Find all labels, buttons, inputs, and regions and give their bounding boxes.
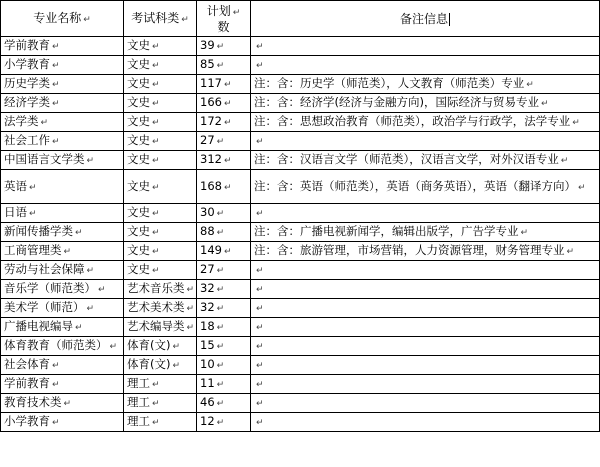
- paragraph-mark-icon: ↵: [152, 399, 160, 409]
- cell-remarks[interactable]: 注：含：经济学(经济与金融方向)，国际经济与贸易专业 ↵: [251, 94, 600, 113]
- cell-plan[interactable]: 88 ↵: [197, 223, 251, 242]
- cell-major[interactable]: 日语 ↵: [1, 204, 124, 223]
- cell-plan[interactable]: 117 ↵: [197, 75, 251, 94]
- cell-subject[interactable]: 体育(文) ↵: [124, 337, 197, 356]
- cell-remarks[interactable]: 注：含：历史学（师范类），人文教育（师范类）专业 ↵: [251, 75, 600, 94]
- paragraph-mark-icon: ↵: [152, 380, 160, 390]
- paragraph-mark-icon: ↵: [86, 266, 95, 276]
- cell-plan[interactable]: 149 ↵: [197, 242, 251, 261]
- cell-subject[interactable]: 艺术美术类 ↵: [124, 299, 197, 318]
- cell-remarks[interactable]: [251, 204, 600, 223]
- table-body: [1, 37, 600, 432]
- cell-plan[interactable]: 168 ↵: [197, 170, 251, 204]
- cell-subject[interactable]: 文史 ↵: [124, 113, 197, 132]
- cell-remarks[interactable]: [251, 56, 600, 75]
- cell-major[interactable]: 新闻传播学类 ↵: [1, 223, 124, 242]
- table-row: [1, 299, 600, 318]
- table-row: [1, 204, 600, 223]
- paragraph-mark-icon: ↵: [75, 228, 83, 238]
- cell-remarks[interactable]: 注：含：汉语言文学（师范类），汉语言文学，对外汉语专业 ↵: [251, 151, 600, 170]
- cell-subject[interactable]: 理工 ↵: [124, 394, 197, 413]
- paragraph-mark-icon: ↵: [256, 361, 264, 371]
- paragraph-mark-icon: ↵: [52, 418, 60, 428]
- cell-subject[interactable]: 文史 ↵: [124, 94, 197, 113]
- paragraph-mark-icon: ↵: [216, 399, 225, 409]
- cell-remarks[interactable]: [251, 375, 600, 394]
- paragraph-mark-icon: ↵: [63, 399, 72, 409]
- table-row: [1, 413, 600, 432]
- cell-subject[interactable]: 文史 ↵: [124, 242, 197, 261]
- cell-remarks[interactable]: [251, 394, 600, 413]
- paragraph-mark-icon: ↵: [86, 156, 95, 166]
- paragraph-mark-icon: ↵: [98, 285, 106, 295]
- paragraph-mark-icon: ↵: [256, 418, 264, 428]
- paragraph-mark-icon: ↵: [172, 361, 181, 371]
- header-major[interactable]: 专业名称 ↵: [1, 1, 124, 37]
- cell-subject[interactable]: 文史 ↵: [124, 56, 197, 75]
- paragraph-mark-icon: ↵: [216, 137, 225, 147]
- paragraph-mark-icon: ↵: [256, 323, 264, 333]
- paragraph-mark-icon: ↵: [152, 137, 160, 147]
- cell-subject[interactable]: 理工 ↵: [124, 375, 197, 394]
- cell-subject[interactable]: 文史 ↵: [124, 151, 197, 170]
- paragraph-mark-icon: ↵: [216, 418, 225, 428]
- paragraph-mark-icon: ↵: [216, 266, 225, 276]
- cell-major[interactable]: 法学类 ↵: [1, 113, 124, 132]
- cell-plan[interactable]: 46 ↵: [197, 394, 251, 413]
- cell-major[interactable]: 劳动与社会保障 ↵: [1, 261, 124, 280]
- cell-remarks[interactable]: [251, 318, 600, 337]
- cell-remarks[interactable]: [251, 280, 600, 299]
- cell-major[interactable]: 美术学（师范） ↵: [1, 299, 124, 318]
- paragraph-mark-icon: ↵: [223, 182, 232, 193]
- paragraph-mark-icon: ↵: [256, 399, 264, 409]
- table-row: [1, 113, 600, 132]
- cell-plan[interactable]: 172 ↵: [197, 113, 251, 132]
- table-row: [1, 151, 600, 170]
- cell-major[interactable]: 教育技术类 ↵: [1, 394, 124, 413]
- paragraph-mark-icon: ↵: [216, 42, 225, 52]
- paragraph-mark-icon: ↵: [86, 304, 95, 314]
- header-row: [1, 1, 600, 37]
- paragraph-mark-icon: ↵: [152, 156, 160, 166]
- paragraph-mark-icon: ↵: [216, 304, 225, 314]
- paragraph-mark-icon: ↵: [256, 209, 264, 219]
- cell-plan[interactable]: 85 ↵: [197, 56, 251, 75]
- cell-major[interactable]: 广播电视编导 ↵: [1, 318, 124, 337]
- cell-subject[interactable]: 艺术编导类 ↵: [124, 318, 197, 337]
- paragraph-mark-icon: ↵: [256, 137, 264, 147]
- table-row: [1, 280, 600, 299]
- paragraph-mark-icon: ↵: [216, 380, 225, 390]
- table-row: [1, 37, 600, 56]
- header-subject[interactable]: 考试科类 ↵: [124, 1, 197, 37]
- paragraph-mark-icon: ↵: [560, 156, 569, 166]
- cell-plan[interactable]: 32 ↵: [197, 299, 251, 318]
- paragraph-mark-icon: ↵: [75, 323, 83, 333]
- cell-major[interactable]: 工商管理类 ↵: [1, 242, 124, 261]
- cell-plan[interactable]: 27 ↵: [197, 132, 251, 151]
- cell-subject[interactable]: 体育(文) ↵: [124, 356, 197, 375]
- cell-subject[interactable]: 文史 ↵: [124, 261, 197, 280]
- table-row: [1, 56, 600, 75]
- paragraph-mark-icon: ↵: [152, 209, 160, 219]
- table-row: [1, 242, 600, 261]
- paragraph-mark-icon: ↵: [256, 342, 264, 352]
- cell-remarks[interactable]: 注：含：思想政治教育（师范类），政治学与行政学，法学专业 ↵: [251, 113, 600, 132]
- cell-plan[interactable]: 12 ↵: [197, 413, 251, 432]
- table-row: [1, 132, 600, 151]
- cell-plan[interactable]: 15 ↵: [197, 337, 251, 356]
- cell-subject[interactable]: 理工 ↵: [124, 413, 197, 432]
- table-row: [1, 337, 600, 356]
- header-plan[interactable]: 计划 ↵ 数: [197, 1, 251, 37]
- paragraph-mark-icon: ↵: [216, 209, 225, 219]
- paragraph-mark-icon: ↵: [256, 304, 264, 314]
- paragraph-mark-icon: ↵: [52, 80, 60, 90]
- cell-remarks[interactable]: 注：含：英语（师范类），英语（商务英语），英语（翻译方向） ↵: [251, 170, 600, 204]
- cell-major[interactable]: 学前教育 ↵: [1, 375, 124, 394]
- paragraph-mark-icon: ↵: [40, 118, 49, 128]
- paragraph-mark-icon: ↵: [152, 228, 160, 238]
- paragraph-mark-icon: ↵: [572, 118, 580, 128]
- cell-plan[interactable]: 11 ↵: [197, 375, 251, 394]
- cell-subject[interactable]: 文史 ↵: [124, 204, 197, 223]
- table-row: [1, 261, 600, 280]
- table-row: [1, 75, 600, 94]
- paragraph-mark-icon: ↵: [566, 247, 575, 257]
- table-row: [1, 170, 600, 204]
- cell-major[interactable]: 英语 ↵: [1, 170, 124, 204]
- paragraph-mark-icon: ↵: [52, 361, 60, 371]
- paragraph-mark-icon: ↵: [256, 42, 264, 52]
- table-row: [1, 356, 600, 375]
- paragraph-mark-icon: ↵: [578, 182, 586, 193]
- paragraph-mark-icon: ↵: [152, 80, 160, 90]
- cell-subject[interactable]: 文史 ↵: [124, 132, 197, 151]
- cell-major[interactable]: 社会体育 ↵: [1, 356, 124, 375]
- cell-remarks[interactable]: [251, 356, 600, 375]
- table-row: [1, 223, 600, 242]
- cell-subject[interactable]: 文史 ↵: [124, 170, 197, 204]
- cell-major[interactable]: 社会工作 ↵: [1, 132, 124, 151]
- cell-major[interactable]: 中国语言文学类 ↵: [1, 151, 124, 170]
- paragraph-mark-icon: ↵: [216, 285, 225, 295]
- paragraph-mark-icon: ↵: [52, 61, 60, 71]
- table-row: [1, 394, 600, 413]
- paragraph-mark-icon: ↵: [216, 228, 225, 238]
- paragraph-mark-icon: ↵: [223, 118, 232, 128]
- paragraph-mark-icon: ↵: [152, 118, 160, 128]
- cell-subject[interactable]: 文史 ↵: [124, 75, 197, 94]
- cell-plan[interactable]: 312 ↵: [197, 151, 251, 170]
- paragraph-mark-icon: ↵: [223, 156, 232, 166]
- paragraph-mark-icon: ↵: [526, 80, 534, 90]
- cell-remarks[interactable]: [251, 337, 600, 356]
- cell-plan[interactable]: 166 ↵: [197, 94, 251, 113]
- paragraph-mark-icon: ↵: [52, 99, 60, 109]
- paragraph-mark-icon: ↵: [109, 342, 118, 352]
- paragraph-mark-icon: ↵: [520, 228, 529, 238]
- cell-subject[interactable]: 艺术音乐类 ↵: [124, 280, 197, 299]
- cell-remarks[interactable]: [251, 37, 600, 56]
- paragraph-mark-icon: ↵: [152, 418, 160, 428]
- table-row: [1, 94, 600, 113]
- paragraph-mark-icon: ↵: [223, 99, 232, 109]
- cell-remarks[interactable]: [251, 413, 600, 432]
- cell-plan[interactable]: 18 ↵: [197, 318, 251, 337]
- paragraph-mark-icon: ↵: [540, 99, 549, 109]
- cell-plan[interactable]: 30 ↵: [197, 204, 251, 223]
- cell-plan[interactable]: 32 ↵: [197, 280, 251, 299]
- paragraph-mark-icon: ↵: [152, 42, 160, 52]
- paragraph-mark-icon: ↵: [52, 380, 60, 390]
- paragraph-mark-icon: ↵: [216, 61, 225, 71]
- cell-major[interactable]: 音乐学（师范类） ↵: [1, 280, 124, 299]
- paragraph-mark-icon: ↵: [223, 247, 232, 257]
- table-row: [1, 375, 600, 394]
- paragraph-mark-icon: ↵: [223, 80, 232, 90]
- cell-plan[interactable]: 27 ↵: [197, 261, 251, 280]
- paragraph-mark-icon: ↵: [152, 182, 160, 193]
- cell-remarks[interactable]: 注：含：广播电视新闻学，编辑出版学，广告学专业 ↵: [251, 223, 600, 242]
- paragraph-mark-icon: ↵: [152, 61, 160, 71]
- table-row: [1, 318, 600, 337]
- paragraph-mark-icon: ↵: [152, 247, 160, 257]
- cell-remarks[interactable]: 注：含：旅游管理，市场营销，人力资源管理，财务管理专业 ↵: [251, 242, 600, 261]
- paragraph-mark-icon: ↵: [256, 380, 264, 390]
- paragraph-mark-icon: ↵: [256, 61, 264, 71]
- paragraph-mark-icon: ↵: [256, 285, 264, 295]
- cell-major[interactable]: 历史学类 ↵: [1, 75, 124, 94]
- cell-remarks[interactable]: [251, 132, 600, 151]
- cell-major[interactable]: 学前教育 ↵: [1, 37, 124, 56]
- cell-plan[interactable]: 39 ↵: [197, 37, 251, 56]
- cell-remarks[interactable]: [251, 299, 600, 318]
- paragraph-mark-icon: ↵: [216, 323, 225, 333]
- paragraph-mark-icon: ↵: [152, 266, 160, 276]
- header-remarks[interactable]: 备注信息: [251, 1, 600, 37]
- cell-subject[interactable]: 文史 ↵: [124, 37, 197, 56]
- cell-major[interactable]: 经济学类 ↵: [1, 94, 124, 113]
- paragraph-mark-icon: ↵: [172, 342, 181, 352]
- cell-subject[interactable]: 文史 ↵: [124, 223, 197, 242]
- paragraph-mark-icon: ↵: [216, 361, 225, 371]
- cell-major[interactable]: 小学教育 ↵: [1, 56, 124, 75]
- paragraph-mark-icon: ↵: [29, 209, 37, 219]
- paragraph-mark-icon: ↵: [152, 99, 160, 109]
- paragraph-mark-icon: ↵: [186, 304, 195, 314]
- text-cursor: [449, 13, 450, 26]
- paragraph-mark-icon: ↵: [52, 137, 60, 147]
- paragraph-mark-icon: ↵: [29, 182, 37, 193]
- paragraph-mark-icon: ↵: [63, 247, 72, 257]
- paragraph-mark-icon: ↵: [216, 342, 225, 352]
- paragraph-mark-icon: ↵: [186, 285, 195, 295]
- paragraph-mark-icon: ↵: [256, 266, 264, 276]
- paragraph-mark-icon: ↵: [186, 323, 195, 333]
- cell-plan[interactable]: 10 ↵: [197, 356, 251, 375]
- cell-major[interactable]: 体育教育（师范类） ↵: [1, 337, 124, 356]
- cell-major[interactable]: 小学教育 ↵: [1, 413, 124, 432]
- cell-remarks[interactable]: [251, 261, 600, 280]
- paragraph-mark-icon: ↵: [52, 42, 60, 52]
